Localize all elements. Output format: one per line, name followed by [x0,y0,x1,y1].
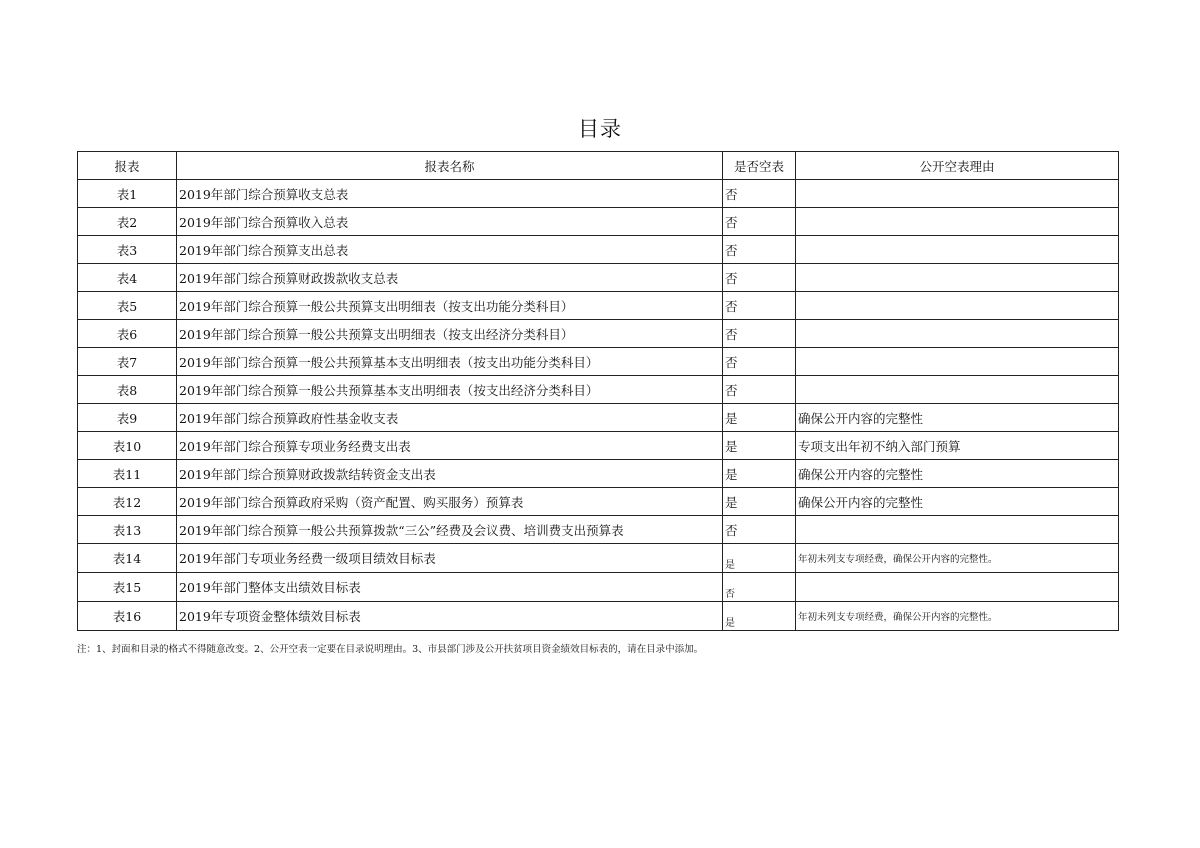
empty-reason [796,264,1119,292]
report-id: 表16 [78,602,177,631]
empty-reason: 年初未列支专项经费，确保公开内容的完整性。 [796,544,1119,573]
report-name: 2019年专项资金整体绩效目标表 [177,602,723,631]
report-name: 2019年部门综合预算专项业务经费支出表 [177,432,723,460]
table-row [78,180,1119,208]
is-empty: 否 [723,376,796,404]
table-row [78,460,1119,488]
is-empty: 是 [723,432,796,460]
is-empty: 否 [723,348,796,376]
is-empty: 否 [723,516,796,544]
report-id: 表13 [78,516,177,544]
table-row [78,602,1119,631]
report-name: 2019年部门综合预算一般公共预算基本支出明细表（按支出经济分类科目） [177,376,723,404]
table-row [78,236,1119,264]
empty-reason [796,516,1119,544]
report-name: 2019年部门综合预算财政拨款结转资金支出表 [177,460,723,488]
table-row [78,320,1119,348]
report-name: 2019年部门综合预算一般公共预算基本支出明细表（按支出功能分类科目） [177,348,723,376]
report-name: 2019年部门综合预算收支总表 [177,180,723,208]
is-empty: 否 [723,208,796,236]
empty-reason: 确保公开内容的完整性 [796,404,1119,432]
table-row [78,573,1119,602]
report-name: 2019年部门综合预算一般公共预算支出明细表（按支出功能分类科目） [177,292,723,320]
is-empty: 是 [723,404,796,432]
report-id: 表6 [78,320,177,348]
table-row [78,404,1119,432]
is-empty: 否 [723,236,796,264]
catalog-table [77,151,1119,631]
is-empty: 是 [723,544,796,573]
is-empty: 是 [723,460,796,488]
page-title: 目录 [578,117,622,141]
is-empty: 否 [723,180,796,208]
empty-reason [796,376,1119,404]
table-row [78,488,1119,516]
table-row [78,208,1119,236]
header-report-name: 报表名称 [177,152,723,180]
report-id: 表5 [78,292,177,320]
report-name: 2019年部门综合预算政府性基金收支表 [177,404,723,432]
report-id: 表3 [78,236,177,264]
report-id: 表12 [78,488,177,516]
footnote: 注：1、封面和目录的格式不得随意改变。2、公开空表一定要在目录说明理由。3、市县部门涉及公开扶贫项目资金绩效目标表的，请在目录中添加。 [77,644,704,655]
table-row [78,376,1119,404]
report-name: 2019年部门专项业务经费一级项目绩效目标表 [177,544,723,573]
empty-reason [796,180,1119,208]
report-id: 表9 [78,404,177,432]
is-empty: 否 [723,292,796,320]
empty-reason [796,208,1119,236]
report-id: 表14 [78,544,177,573]
report-id: 表2 [78,208,177,236]
empty-reason [796,292,1119,320]
header-is-empty: 是否空表 [723,152,796,180]
empty-reason: 确保公开内容的完整性 [796,460,1119,488]
report-name: 2019年部门综合预算支出总表 [177,236,723,264]
empty-reason: 确保公开内容的完整性 [796,488,1119,516]
report-name: 2019年部门综合预算财政拨款收支总表 [177,264,723,292]
report-id: 表1 [78,180,177,208]
report-id: 表4 [78,264,177,292]
report-name: 2019年部门综合预算收入总表 [177,208,723,236]
table-row [78,264,1119,292]
report-name: 2019年部门综合预算一般公共预算支出明细表（按支出经济分类科目） [177,320,723,348]
table-row [78,348,1119,376]
report-id: 表11 [78,460,177,488]
empty-reason: 年初未列支专项经费，确保公开内容的完整性。 [796,602,1119,631]
table-header-row [78,152,1119,180]
empty-reason [796,236,1119,264]
report-id: 表7 [78,348,177,376]
is-empty: 是 [723,602,796,631]
report-name: 2019年部门整体支出绩效目标表 [177,573,723,602]
table-row [78,292,1119,320]
report-name: 2019年部门综合预算一般公共预算拨款“三公”经费及会议费、培训费支出预算表 [177,516,723,544]
table-row [78,544,1119,573]
report-name: 2019年部门综合预算政府采购（资产配置、购买服务）预算表 [177,488,723,516]
report-id: 表8 [78,376,177,404]
empty-reason [796,348,1119,376]
is-empty: 否 [723,573,796,602]
empty-reason: 专项支出年初不纳入部门预算 [796,432,1119,460]
report-id: 表15 [78,573,177,602]
empty-reason [796,573,1119,602]
table-row [78,432,1119,460]
table-row [78,516,1119,544]
empty-reason [796,320,1119,348]
is-empty: 否 [723,320,796,348]
header-empty-reason: 公开空表理由 [796,152,1119,180]
is-empty: 否 [723,264,796,292]
header-report-id: 报表 [78,152,177,180]
is-empty: 是 [723,488,796,516]
report-id: 表10 [78,432,177,460]
